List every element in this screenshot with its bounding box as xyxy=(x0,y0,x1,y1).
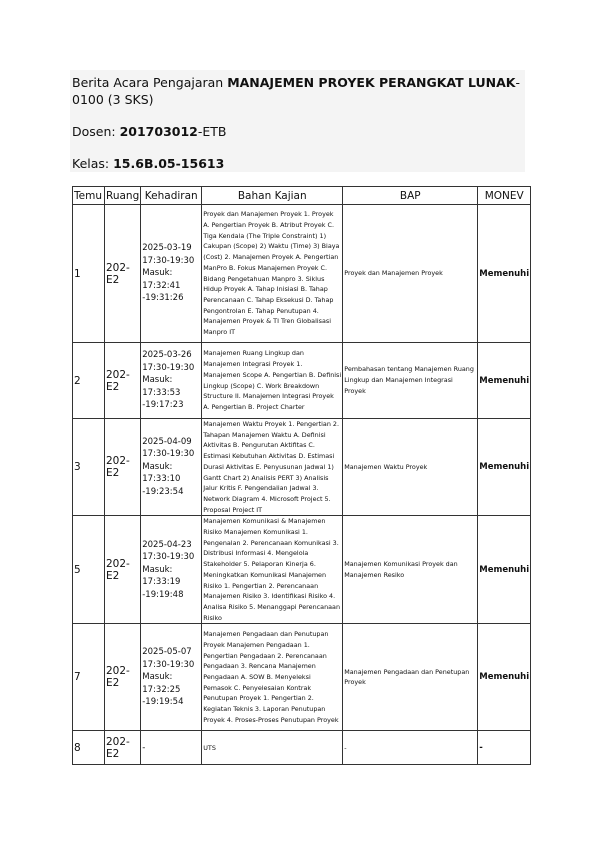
col-header-kehadiran: Kehadiran xyxy=(141,187,202,205)
attendance-line: 17:30-19:30 xyxy=(142,255,195,266)
table-row xyxy=(73,419,531,516)
attendance-line: 2025-05-07 xyxy=(142,647,192,658)
cell-bap: Proyek dan Manajemen Proyek xyxy=(343,205,478,343)
cell-bap: Manajemen Waktu Proyek xyxy=(343,419,478,516)
table-row xyxy=(73,205,531,343)
table-row xyxy=(73,624,531,731)
attendance-line: 17:30-19:30 xyxy=(142,449,195,460)
table-row xyxy=(73,343,531,419)
course-name: MANAJEMEN PROYEK PERANGKAT LUNAK xyxy=(227,75,516,90)
attendance-line: 2025-03-26 xyxy=(142,350,192,361)
attendance-line: 17:30-19:30 xyxy=(142,552,195,563)
cell-bap: Manajemen Komunikasi Proyek dan Manajemen Resiko xyxy=(343,516,478,624)
col-header-monev: MONEV xyxy=(478,187,531,205)
attendance-line: Masuk: 17:32:41 xyxy=(142,268,181,291)
cell-temu: 3 xyxy=(73,419,105,516)
cell-ruang: 202-E2 xyxy=(105,731,141,765)
class-code: 15.6B.05-15613 xyxy=(113,156,225,171)
cell-temu: 8 xyxy=(73,731,105,765)
cell-ruang: 202-E2 xyxy=(105,516,141,624)
lecturer-id: 201703012 xyxy=(119,124,198,139)
cell-kehadiran xyxy=(141,205,202,343)
table-row xyxy=(73,516,531,624)
cell-monev: Memenuhi xyxy=(478,419,531,516)
course-code: -0100 (3 SKS) xyxy=(72,75,521,107)
cell-kehadiran xyxy=(141,731,202,765)
col-header-bahan-kajian: Bahan Kajian xyxy=(202,187,343,205)
attendance-line: Masuk: 17:33:53 xyxy=(142,375,181,398)
cell-temu: 5 xyxy=(73,516,105,624)
cell-bahan-kajian: UTS xyxy=(202,731,343,765)
cell-ruang: 202-E2 xyxy=(105,343,141,419)
attendance-line: Masuk: 17:32:25 xyxy=(142,672,181,695)
table-header-row xyxy=(73,187,531,205)
cell-kehadiran xyxy=(141,419,202,516)
cell-monev: - xyxy=(478,731,531,765)
col-header-bap: BAP xyxy=(343,187,478,205)
cell-monev: Memenuhi xyxy=(478,516,531,624)
cell-ruang: 202-E2 xyxy=(105,205,141,343)
cell-bahan-kajian: Manajemen Waktu Proyek 1. Pengertian 2. Tahapan Manajemen Waktu A. Definisi Aktivitas B. Pengurutan Aktifitas C. Estimasi Kebutuhan Aktivitas D. Estimasi Durasi Aktivitas E. Penyusunan Jadwal 1) Gantt Chart 2) Analisis PERT 3) Analisis Jalur Kritis F. Pengendalian Jadwal 3. Network Diagram 4. Microsoft Project 5. Proposal Project IT xyxy=(202,419,343,516)
lecturer-line: Dosen: 201703012-ETB xyxy=(72,124,227,139)
cell-temu: 2 xyxy=(73,343,105,419)
attendance-line: -19:19:54 xyxy=(142,697,184,708)
cell-bap: - xyxy=(343,731,478,765)
attendance-line: -19:23:54 xyxy=(142,486,184,497)
report-title: Berita Acara Pengajaran MANAJEMEN PROYEK PERANGKAT LUNAK-0100 (3 SKS) xyxy=(72,75,521,107)
attendance-line: 17:30-19:30 xyxy=(142,362,195,373)
cell-temu: 1 xyxy=(73,205,105,343)
col-header-ruang: Ruang xyxy=(105,187,141,205)
cell-monev: Memenuhi xyxy=(478,624,531,731)
cell-monev: Memenuhi xyxy=(478,343,531,419)
cell-bap: Pembahasan tentang Manajemen Ruang Lingkup dan Manajemen Integrasi Proyek xyxy=(343,343,478,419)
col-header-temu: Temu xyxy=(73,187,105,205)
attendance-line: -19:19:48 xyxy=(142,589,184,600)
cell-ruang: 202-E2 xyxy=(105,624,141,731)
table-row xyxy=(73,731,531,765)
cell-bahan-kajian: Manajemen Pengadaan dan Penutupan Proyek Manajemen Pengadaan 1. Pengertian Pengadaan 2. Perencanaan Pengadaan 3. Rencana Manajemen Pengadaan A. SOW B. Menyeleksi Pemasok C. Penyelesaian Kontrak Penutupan Proyek 1. Pengertian 2. Kegiatan Teknis 3. Laporan Penutupan Proyek 4. Proses-Proses Penutupan Proyek xyxy=(202,624,343,731)
cell-kehadiran xyxy=(141,343,202,419)
attendance-line: Masuk: 17:33:10 xyxy=(142,461,181,485)
attendance-line: 2025-03-19 xyxy=(142,243,192,254)
attendance-line: Masuk: 17:33:19 xyxy=(142,564,181,588)
cell-bahan-kajian: Manajemen Ruang Lingkup dan Manajemen Integrasi Proyek 1. Manajemen Scope A. Pengertian B. Definisi Lingkup (Scope) C. Work Breakdown Structure II. Manajemen Integrasi Proyek A. Pengertian B. Project Charter xyxy=(202,343,343,419)
attendance-line: -19:17:23 xyxy=(142,400,184,411)
cell-bahan-kajian: Proyek dan Manajemen Proyek 1. Proyek A. Pengertian Proyek B. Atribut Proyek C. Tiga Kendala (The Triple Constraint) 1) Cakupan (Scope) 2) Waktu (Time) 3) Biaya (Cost) 2. Manajemen Proyek A. Pengertian ManPro B. Fokus Manajemen Proyek C. Bidang Pengetahuan Manpro 3. Siklus Hidup Proyek A. Tahap Inisiasi B. Tahap Perencanaan C. Tahap Eksekusi D. Tahap Pengontrolan E. Tahap Penutupan 4. Manajemen Proyek & TI Tren Globalisasi Manpro IT xyxy=(202,205,343,343)
attendance-line: 2025-04-23 xyxy=(142,539,192,550)
cell-bap: Manajemen Pengadaan dan Penetupan Proyek xyxy=(343,624,478,731)
teaching-record-table xyxy=(72,186,531,765)
document-header xyxy=(70,70,525,172)
cell-temu: 7 xyxy=(73,624,105,731)
attendance-line: 2025-04-09 xyxy=(142,436,192,447)
cell-ruang: 202-E2 xyxy=(105,419,141,516)
cell-kehadiran xyxy=(141,624,202,731)
cell-monev: Memenuhi xyxy=(478,205,531,343)
attendance-line: - xyxy=(142,742,146,753)
attendance-line: 17:30-19:30 xyxy=(142,659,195,670)
class-line: Kelas: 15.6B.05-15613 xyxy=(72,156,225,171)
cell-kehadiran xyxy=(141,516,202,624)
attendance-line: -19:31:26 xyxy=(142,293,184,304)
cell-bahan-kajian: Manajemen Komunikasi & Manajemen Risiko Manajemen Komunikasi 1. Pengenalan 2. Perencanaan Komunikasi 3. Distribusi Informasi 4. Mengelola Stakeholder 5. Pelaporan Kinerja 6. Meningkatkan Komunikasi Manajemen Risiko 1. Pengertian 2. Perencanaan Manajemen Risiko 3. Identifikasi Risiko 4. Analisa Risiko 5. Menanggapi Perencanaan Risiko xyxy=(202,516,343,624)
